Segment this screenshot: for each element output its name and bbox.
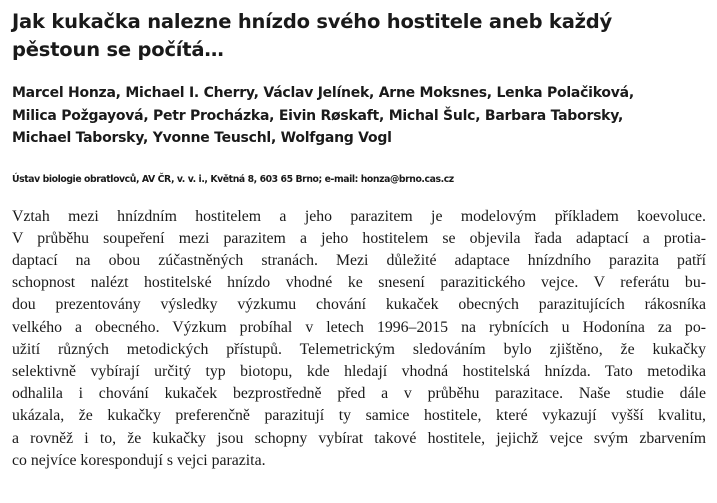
authors-line: Milica Požgayová, Petr Procházka, Eivin Røskaft, Michal Šulc, Barbara Taborsky,	[12, 107, 624, 124]
abstract-line: V průběhu soupeření mezi parazitem a jeho hostitelem se objevila řada adaptací a protia-	[12, 229, 706, 247]
authors-line: Michael Taborsky, Yvonne Teuschl, Wolfgang Vogl	[12, 130, 392, 146]
abstract-line: co nejvíce korespondují s vejci parazita.	[12, 451, 266, 469]
abstract-line: ukázala, že kukačky preferenčně parazitují ty samice hostitele, které vykazují vyšší kvalitu,	[12, 407, 706, 425]
authors-line: Marcel Honza, Michael I. Cherry, Václav Jelínek, Arne Moksnes, Lenka Polačiková,	[12, 85, 634, 101]
abstract-page	[12, 8, 708, 472]
abstract-line: užití různých metodických přístupů. Telemetrickým sledováním bylo zjištěno, že kukačky	[12, 340, 706, 358]
abstract-text	[12, 206, 706, 472]
paper-title	[12, 8, 708, 64]
abstract-line: dou prezentovány výsledky výzkumu chování kukaček obecných parazitujících rákosníka	[12, 296, 706, 314]
abstract-line: selektivně vybírají určitý typ biotopu, kde hledají vhodná hostitelská hnízda. Tato metodika	[12, 362, 706, 380]
abstract-line: schopnost nalézt hostitelské hnízdo vhodné ke snesení parazitického vejce. V referátu bu-	[12, 274, 706, 292]
title-line: pěstoun se počítá…	[12, 38, 224, 61]
abstract-line: a rovněž i to, že kukačky jsou schopny vybírat takové hostitele, jejichž vejce svým zbarvením	[12, 429, 706, 447]
title-line: Jak kukačka nalezne hnízdo svého hostitele aneb každý	[12, 10, 613, 33]
affiliation: Ústav biologie obratlovců, AV ČR, v. v. i., Květná 8, 603 65 Brno; e-mail: honza@brno.cas.cz	[12, 173, 454, 185]
author-list	[12, 82, 708, 150]
abstract-line: velkého a obecného. Výzkum probíhal v letech 1996–2015 na rybnících u Hodonína za po-	[12, 318, 706, 336]
abstract-line: daptací na obou zúčastněných stranách. Mezi důležité adaptace hnízdního parazita patří	[12, 251, 706, 269]
abstract-line: odhalila i chování kukaček bezprostředně před a v průběhu parazitace. Naše studie dále	[12, 385, 706, 403]
abstract-line: Vztah mezi hnízdním hostitelem a jeho parazitem je modelovým příkladem koevoluce.	[12, 207, 706, 225]
